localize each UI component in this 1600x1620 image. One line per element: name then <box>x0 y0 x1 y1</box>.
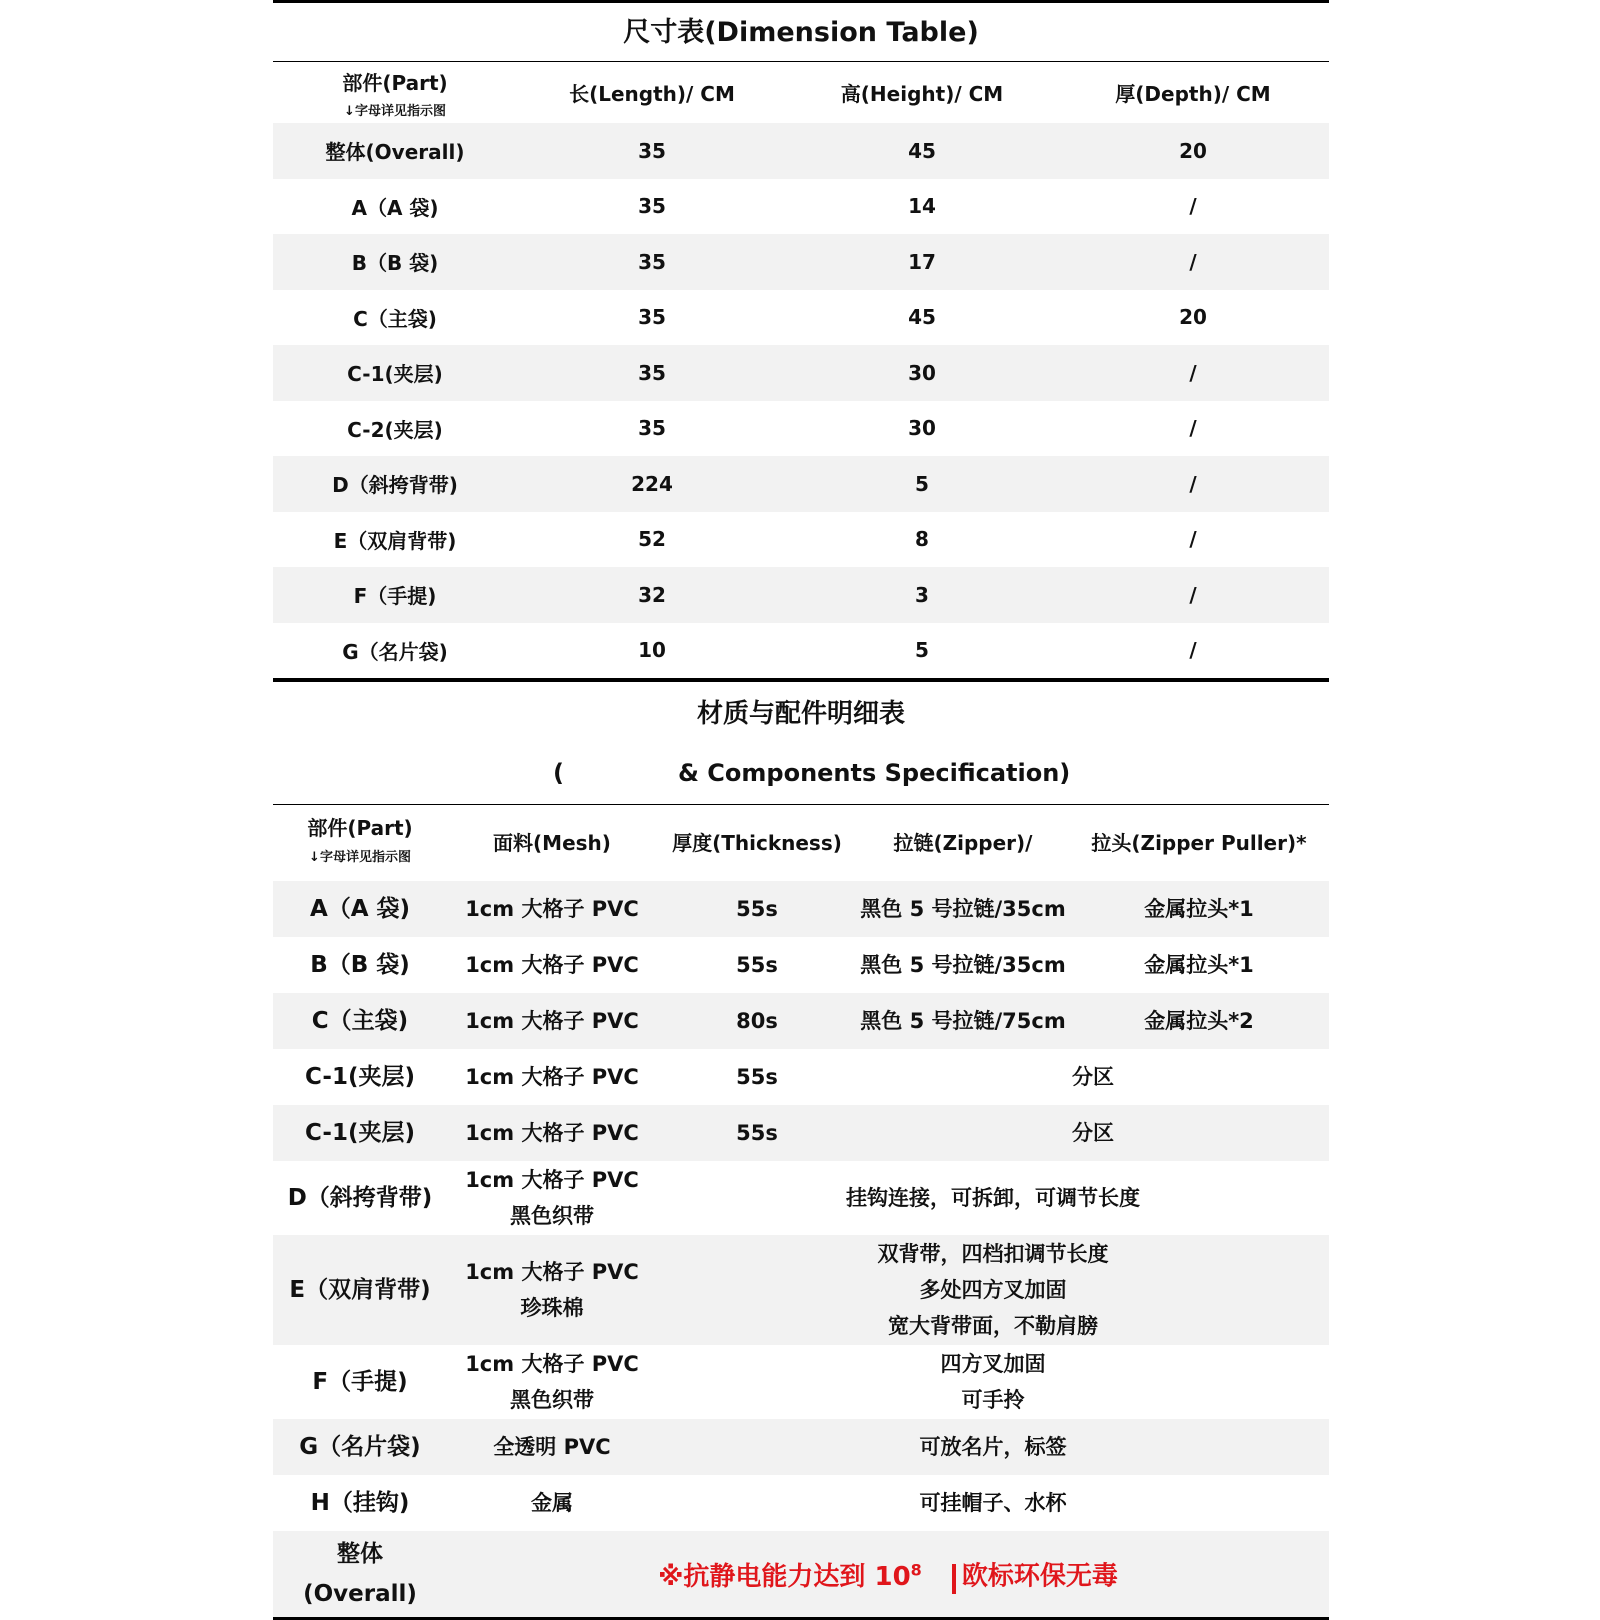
header-length: 长(Length)/ CM <box>569 82 735 106</box>
spec-sheet <box>273 0 1329 1620</box>
cell-length: 35 <box>517 234 787 290</box>
cell-height: 30 <box>908 416 936 441</box>
cell-note: 挂钩连接，可拆卸，可调节长度 <box>846 1186 1140 1210</box>
header-thickness: 厚度(Thickness) <box>672 831 842 855</box>
cell-length: 52 <box>638 527 666 552</box>
cell-mesh: 1cm 大格子 PVC <box>447 881 657 937</box>
table-row <box>273 1105 1329 1161</box>
cell-part: C-1(夹层) <box>305 1064 415 1090</box>
table-row <box>273 1049 1329 1105</box>
header-part: 部件(Part) ↓字母详见指示图 <box>273 62 517 123</box>
table-row <box>273 937 1329 993</box>
cell-height: 5 <box>915 638 929 663</box>
table-row <box>273 993 1329 1049</box>
cell-height: 3 <box>787 567 1057 623</box>
cell-part: C-1(夹层) <box>273 1105 447 1161</box>
cell-note: 可挂帽子、水杯 <box>919 1491 1067 1515</box>
cell-depth: / <box>1189 527 1197 552</box>
material-header-row <box>273 805 1329 881</box>
dimension-table <box>273 62 1329 678</box>
cell-depth: 20 <box>1179 305 1207 330</box>
material-table <box>273 805 1329 1617</box>
table-row <box>273 1475 1329 1531</box>
dimension-header-row <box>273 62 1329 123</box>
cell-part: E（双肩背带) <box>273 1235 447 1345</box>
cell-part: 整体 (Overall) <box>273 1531 447 1617</box>
table-row <box>273 881 1329 937</box>
cell-mesh: 1cm 大格子 PVC 黑色织带 <box>465 1352 639 1412</box>
table-row <box>273 1345 1329 1419</box>
table-row <box>273 1235 1329 1345</box>
table-row <box>273 179 1329 235</box>
eco-text: 欧标环保无毒 <box>961 1561 1118 1592</box>
cell-length: 35 <box>638 194 666 219</box>
cell-thickness: 55s <box>657 1105 857 1161</box>
table-row <box>273 1161 1329 1235</box>
cell-height: 8 <box>915 527 929 552</box>
cell-note: 四方叉加固 可手拎 <box>940 1352 1046 1412</box>
cell-depth: / <box>1057 234 1329 290</box>
cell-mesh: 1cm 大格子 PVC 珍珠棉 <box>447 1235 657 1345</box>
cell-depth: 20 <box>1057 123 1329 179</box>
cell-mesh: 1cm 大格子 PVC 黑色织带 <box>465 1168 639 1228</box>
table-row <box>273 1531 1329 1617</box>
header-height: 高(Height)/ CM <box>840 82 1004 106</box>
header-mesh: 面料(Mesh) <box>493 831 611 855</box>
cell-zipper: 黑色 5 号拉链/75cm <box>857 993 1069 1049</box>
table-row <box>273 456 1329 512</box>
cell-height: 17 <box>787 234 1057 290</box>
header-part-note: ↓字母详见指示图 <box>344 103 446 119</box>
cell-part: A（A 袋) <box>273 881 447 937</box>
cell-part: F（手提) <box>312 1369 408 1395</box>
cell-zipper: 黑色 5 号拉链/35cm <box>857 881 1069 937</box>
cell-note: 双背带，四档扣调节长度 多处四方叉加固 宽大背带面，不勒肩膀 <box>657 1235 1329 1345</box>
antistatic-text: ※抗静电能力达到 $10^8$ <box>658 1560 922 1592</box>
cell-length: 35 <box>517 345 787 401</box>
cell-part: G（名片袋) <box>342 639 448 664</box>
material-table-title: 材质与配件明细表 <box>696 699 905 729</box>
cell-height: 14 <box>908 194 936 219</box>
header-depth: 厚(Depth)/ CM <box>1115 82 1271 106</box>
cell-length: 35 <box>517 123 787 179</box>
cell-zipper: 黑色 5 号拉链/35cm <box>860 953 1066 977</box>
cell-depth: / <box>1189 194 1197 219</box>
cell-part: D（斜挎背带) <box>273 456 517 512</box>
table-row <box>273 567 1329 623</box>
cell-mesh: 1cm 大格子 PVC <box>465 1065 639 1089</box>
cell-puller: 金属拉头*1 <box>1144 953 1254 977</box>
cell-mesh: 1cm 大格子 PVC <box>465 953 639 977</box>
cell-note: 可放名片，标签 <box>657 1419 1329 1475</box>
cell-length: 35 <box>638 305 666 330</box>
cell-part: B（B 袋) <box>273 234 517 290</box>
header-part: 部件(Part) ↓字母详见指示图 <box>273 805 447 881</box>
cell-thickness: 55s <box>736 953 778 977</box>
cell-length: 224 <box>517 456 787 512</box>
cell-depth: / <box>1057 345 1329 401</box>
cell-part: A（A 袋) <box>351 195 439 220</box>
antistatic-note <box>447 1531 1329 1617</box>
cell-thickness: 80s <box>657 993 857 1049</box>
cell-part: C（主袋) <box>353 306 437 331</box>
cell-part: D（斜挎背带) <box>287 1185 433 1211</box>
table-row <box>273 512 1329 568</box>
header-puller: 拉头(Zipper Puller)* <box>1091 831 1307 855</box>
table-row <box>273 234 1329 290</box>
cell-height: 45 <box>908 305 936 330</box>
dimension-table-title: 尺寸表(Dimension Table) <box>273 3 1329 62</box>
cell-height: 45 <box>787 123 1057 179</box>
cell-note: 分区 <box>1072 1065 1114 1089</box>
cell-part: H（挂钩) <box>310 1490 410 1516</box>
table-row <box>273 345 1329 401</box>
cell-part: E（双肩背带) <box>333 528 457 553</box>
cell-depth: / <box>1057 456 1329 512</box>
header-zipper: 拉链(Zipper)/ <box>893 831 1033 855</box>
header-part-note: ↓字母详见指示图 <box>309 850 411 865</box>
cell-thickness: 55s <box>657 881 857 937</box>
cell-mesh: 金属 <box>531 1491 573 1515</box>
cell-height: 30 <box>787 345 1057 401</box>
cell-puller: 金属拉头*1 <box>1069 881 1329 937</box>
cell-depth: / <box>1189 638 1197 663</box>
material-table-subtitle <box>273 746 1329 805</box>
cell-length: 35 <box>638 416 666 441</box>
table-row <box>273 290 1329 346</box>
cell-length: 10 <box>638 638 666 663</box>
cell-depth: / <box>1057 567 1329 623</box>
cell-part: 整体(Overall) <box>273 123 517 179</box>
cell-length: 32 <box>517 567 787 623</box>
table-row <box>273 401 1329 457</box>
cell-part: C（主袋) <box>273 993 447 1049</box>
cell-height: 5 <box>787 456 1057 512</box>
cell-part: B（B 袋) <box>310 952 410 978</box>
cell-part: G（名片袋) <box>273 1419 447 1475</box>
table-row <box>273 623 1329 679</box>
cell-part: F（手提) <box>273 567 517 623</box>
cell-note: 分区 <box>857 1105 1329 1161</box>
red-separator <box>952 1564 956 1594</box>
cell-depth: / <box>1189 416 1197 441</box>
cell-part: C-2(夹层) <box>347 417 443 442</box>
table-row <box>273 1419 1329 1475</box>
subtitle-paren: ( <box>553 759 564 787</box>
cell-mesh: 全透明 PVC <box>447 1419 657 1475</box>
cell-thickness: 55s <box>736 1065 778 1089</box>
cell-mesh: 1cm 大格子 PVC <box>447 1105 657 1161</box>
cell-mesh: 1cm 大格子 PVC <box>447 993 657 1049</box>
cell-puller: 金属拉头*2 <box>1069 993 1329 1049</box>
table-row <box>273 123 1329 179</box>
subtitle-english: & Components Specification) <box>678 759 1071 787</box>
cell-part: C-1(夹层) <box>273 345 517 401</box>
